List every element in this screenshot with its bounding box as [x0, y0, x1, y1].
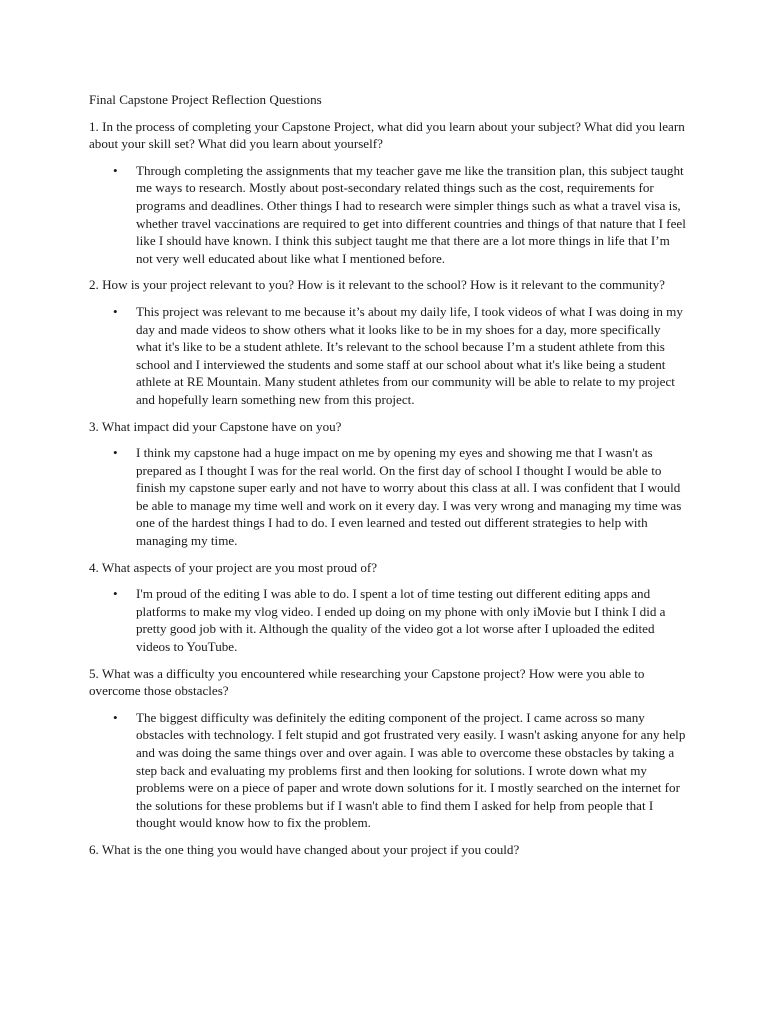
answer-3 [89, 444, 689, 550]
answer-list-4 [89, 585, 689, 655]
answer-1 [89, 162, 689, 268]
question-1: 1. In the process of completing your Capstone Project, what did you learn about your subject? What did you learn about your skill set? What did you learn about yourself? [89, 118, 685, 152]
document-title: Final Capstone Project Reflection Questions [89, 92, 322, 107]
bullet-point: • [113, 162, 118, 178]
question-5: 5. What was a difficulty you encountered while researching your Capstone project? How were you able to overcome those obstacles? [89, 665, 645, 699]
bullet-point: • [113, 445, 118, 461]
bullet-point: • [113, 709, 118, 725]
answer-4 [89, 585, 689, 655]
answer-2 [89, 303, 689, 409]
question-6: 6. What is the one thing you would have changed about your project if you could? [89, 841, 520, 857]
bullet-point: • [113, 586, 118, 602]
answer-text: The biggest difficulty was definitely the editing component of the project. I came across so many obstacles with technology. I felt stupid and got frustrated very easily. I wasn't asking anyone for any help and was doing the same things over and over again. I was able to overcome these obstacles by taking a step back and evaluating my problems first and then looking for solutions. I wrote down what my problems were on a piece of paper and wrote down solutions for it. I mostly searched on the internet for the solutions for these problems but if I wasn't able to find them I asked for help from people that I thought would know how to fix the problem. [136, 709, 686, 831]
answer-list-3 [89, 444, 689, 550]
document-page [89, 91, 689, 868]
answer-text: I'm proud of the editing I was able to do. I spent a lot of time testing out different editing apps and platforms to make my vlog video. I ended up doing on my phone with only iMovie but I think I did a pretty good job with it. Although the quality of the video got a lot worse after I uploaded the edited videos to YouTube. [136, 586, 666, 655]
question-4: 4. What aspects of your project are you most proud of? [89, 559, 378, 575]
answer-text: I think my capstone had a huge impact on me by opening my eyes and showing me that I wasn't as prepared as I thought I was for the real world. On the first day of school I thought I would be able to finish my capstone super early and not have to worry about this class at all. I was confident that I would be able to manage my time well and work on it every day. I was very wrong and managing my time was one of the hardest things I had to do. I even learned and tested out different strategies to help with managing my time. [136, 445, 682, 549]
answer-text: This project was relevant to me because it’s about my daily life, I took videos of what I was doing in my day and made videos to show others what it looks like to be in my shoes for a day, more specifically what it's like to be a student athlete. It’s relevant to the school because I’m a student athlete from this school and I interviewed the students and some staff at our school about what it's like being a student athlete at RE Mountain. Many student athletes from our community will be able to relate to my project and hopefully learn something new from this project. [136, 303, 683, 407]
answer-text: Through completing the assignments that my teacher gave me like the transition plan, this subject taught me ways to research. Mostly about post-secondary related things such as the cost, requirements for programs and deadlines. Other things I had to research were simpler things such as what a travel visa is, whether travel vaccinations are required to get into different countries and things of that nature that I feel like I should have known. I think this subject taught me that there are a lot more things in life that I’m not very well educated about like what I mentioned before. [136, 162, 686, 266]
answer-list-5 [89, 709, 689, 832]
question-3: 3. What impact did your Capstone have on you? [89, 418, 342, 434]
question-2: 2. How is your project relevant to you? How is it relevant to the school? How is it relevant to the community? [89, 277, 665, 293]
answer-list-1 [89, 162, 689, 268]
answer-5 [89, 709, 689, 832]
answer-list-2 [89, 303, 689, 409]
bullet-point: • [113, 303, 118, 319]
